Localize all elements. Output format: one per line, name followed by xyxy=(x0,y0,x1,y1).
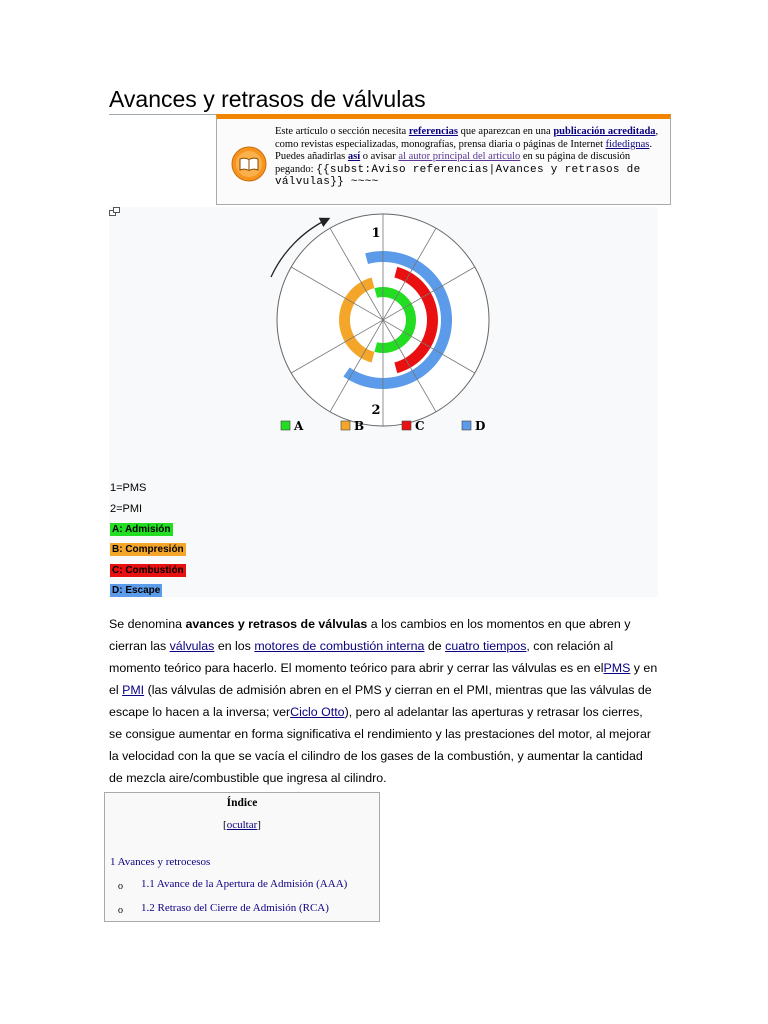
table-of-contents xyxy=(104,792,380,922)
link-publicacion-acreditada[interactable]: publicación acreditada xyxy=(553,126,656,137)
template-code: {{subst:Aviso referencias|Avances y retrasos de válvulas}} ~~~~ xyxy=(275,163,641,188)
toc-bullet: o xyxy=(118,905,123,916)
notice-text: . xyxy=(649,138,652,150)
notice-text: en su página de discusión pegando: xyxy=(275,151,631,175)
intro-paragraph xyxy=(109,613,658,789)
valve-timing-figure xyxy=(109,207,658,597)
toc-title: Índice xyxy=(226,797,258,809)
link-ciclo-otto[interactable]: Ciclo Otto xyxy=(290,705,345,719)
toc-item-1-2[interactable]: 1.2 Retraso del Cierre de Admisión (RCA) xyxy=(141,902,329,914)
caption-pms: 1=PMS xyxy=(110,482,147,494)
para-text: , con relación al momento teórico para hacerlo. El momento teórico para abrir y cerrar las válvulas es en el xyxy=(109,639,614,675)
link-motores-combustion-interna[interactable]: motores de combustión interna xyxy=(254,639,425,653)
link-referencias[interactable]: referencias xyxy=(408,126,459,137)
references-notice xyxy=(216,114,671,205)
link-fidedignas[interactable]: fidedignas xyxy=(605,138,650,150)
notice-text: Este artículo o sección necesita xyxy=(275,126,409,137)
notice-text: , como revistas especializadas, monografías, prensa diaria o páginas de Internet xyxy=(275,126,659,150)
para-text: Se denomina xyxy=(109,617,186,631)
link-valvulas[interactable]: válvulas xyxy=(169,639,215,653)
para-text: en los xyxy=(214,639,255,653)
link-pmi[interactable]: PMI xyxy=(122,683,145,697)
para-text: (las válvulas de admisión abren en el PMS y cierran en el PMI, mientras que las válvulas de escape lo hacen a la inversa; ver xyxy=(109,683,652,719)
notice-text: que aparezcan en una xyxy=(458,126,554,137)
toc-item-1-1[interactable]: 1.1 Avance de la Apertura de Admisión (AAA) xyxy=(141,878,348,890)
toc-bullet: o xyxy=(118,881,123,892)
para-text: ), pero al adelantar las aperturas y retrasar los cierres, se consigue aumentar en forma significativa el rendimiento y las prestaciones del motor, al mejorar la velocidad con la que se vacía el cilindro de los gases de la combustión, y aumentar la cantidad de mezcla aire/combustible que ingresa al cilindro. xyxy=(109,705,652,785)
legend-swatch-c xyxy=(402,421,411,430)
legend-label-c: C xyxy=(415,419,425,433)
caption-pmi: 2=PMI xyxy=(110,503,143,515)
legend-swatch-a xyxy=(281,421,290,430)
link-asi[interactable]: así xyxy=(347,151,361,162)
toc-hide-link[interactable]: ocultar xyxy=(226,819,258,831)
valve-timing-diagram[interactable] xyxy=(109,207,658,437)
caption-admision: A: Admisión xyxy=(112,524,171,535)
caption-compresion: B: Compresión xyxy=(112,544,184,555)
legend-label-a: A xyxy=(294,419,304,433)
para-text: de xyxy=(424,639,446,653)
legend-swatch-d xyxy=(462,421,471,430)
toc-bracket: [ xyxy=(223,819,227,831)
enlarge-icon[interactable] xyxy=(109,207,120,216)
toc-item-1[interactable]: 1 Avances y retrocesos xyxy=(110,856,211,868)
para-text: a los cambios en los momentos en que abren y cierran las xyxy=(109,617,631,653)
bdc-label: 2 xyxy=(371,403,381,418)
link-cuatro-tiempos[interactable]: cuatro tiempos xyxy=(445,639,527,653)
para-text: y en el xyxy=(109,661,658,697)
legend-label-b: B xyxy=(354,419,365,433)
notice-text: o avisar xyxy=(360,151,399,162)
link-autor-principal[interactable]: al autor principal del artículo xyxy=(398,151,521,162)
book-icon xyxy=(231,146,267,182)
notice-text: Puedes añadirlas xyxy=(275,151,348,162)
link-pms[interactable]: PMS xyxy=(603,661,631,675)
caption-escape: D: Escape xyxy=(112,585,161,596)
legend-swatch-b xyxy=(341,421,350,430)
tdc-label: 1 xyxy=(371,226,381,241)
toc-bracket: ] xyxy=(257,819,261,831)
page-title: Avances y retrasos de válvulas xyxy=(109,84,658,115)
para-bold-term: avances y retrasos de válvulas xyxy=(185,617,368,631)
caption-combustion: C: Combustión xyxy=(112,565,184,576)
legend-label-d: D xyxy=(475,419,486,433)
